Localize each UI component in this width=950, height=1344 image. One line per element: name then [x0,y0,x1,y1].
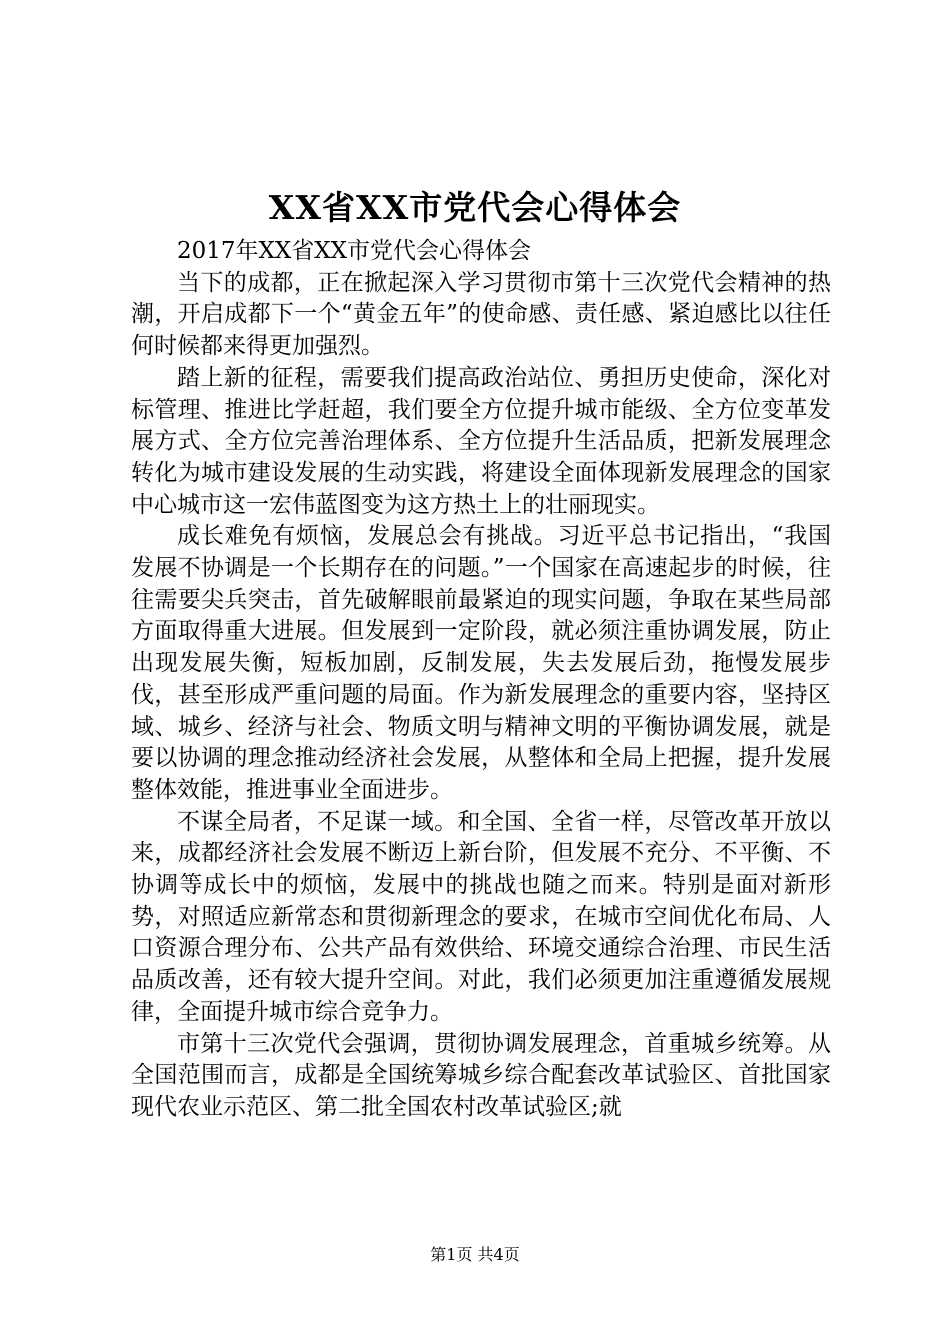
document-body [131,236,831,1124]
paragraph-3: 成长难免有烦恼，发展总会有挑战。习近平总书记指出，“我国发展不协调是一个长期存在的问题。”一个国家在高速起步的时候，往往需要尖兵突击，首先破解眼前最紧迫的现实问题，争取在某些局部方面取得重大进展。但发展到一定阶段，就必须注重协调发展，防止出现发展失衡，短板加剧，反制发展，失去发展后劲，拖慢发展步伐，甚至形成严重问题的局面。作为新发展理念的重要内容，坚持区域、城乡、经济与社会、物质文明与精神文明的平衡协调发展，就是要以协调的理念推动经济社会发展，从整体和全局上把握，提升发展整体效能，推进事业全面进步。 [131,523,831,803]
document-title: XX省XX市党代会心得体会 [268,188,682,227]
paragraph-2: 踏上新的征程，需要我们提高政治站位、勇担历史使命，深化对标管理、推进比学赶超，我们要全方位提升城市能级、全方位变革发展方式、全方位完善治理体系、全方位提升生活品质，把新发展理念转化为城市建设发展的生动实践，将建设全面体现新发展理念的国家中心城市这一宏伟蓝图变为这方热土上的壮丽现实。 [131,364,831,518]
paragraph-5: 市第十三次党代会强调，贯彻协调发展理念，首重城乡统筹。从全国范围而言，成都是全国统筹城乡综合配套改革试验区、首批国家现代农业示范区、第二批全国农村改革试验区;就 [131,1030,831,1120]
paragraph-4: 不谋全局者，不足谋一域。和全国、全省一样，尽管改革开放以来，成都经济社会发展不断迈上新台阶，但发展不充分、不平衡、不协调等成长中的烦恼，发展中的挑战也随之而来。特别是面对新形势，对照适应新常态和贯彻新理念的要求，在城市空间优化布局、人口资源合理分布、公共产品有效供给、环境交通综合治理、市民生活品质改善，还有较大提升空间。对此，我们必须更加注重遵循发展规律，全面提升城市综合竞争力。 [131,808,831,1025]
subtitle-line: 2017年XX省XX市党代会心得体会 [177,238,532,264]
paragraph-1: 当下的成都，正在掀起深入学习贯彻市第十三次党代会精神的热潮，开启成都下一个“黄金五年”的使命感、责任感、紧迫感比以往任何时候都来得更加强烈。 [131,269,831,360]
page-number-footer: 第1页 共4页 [430,1245,520,1264]
